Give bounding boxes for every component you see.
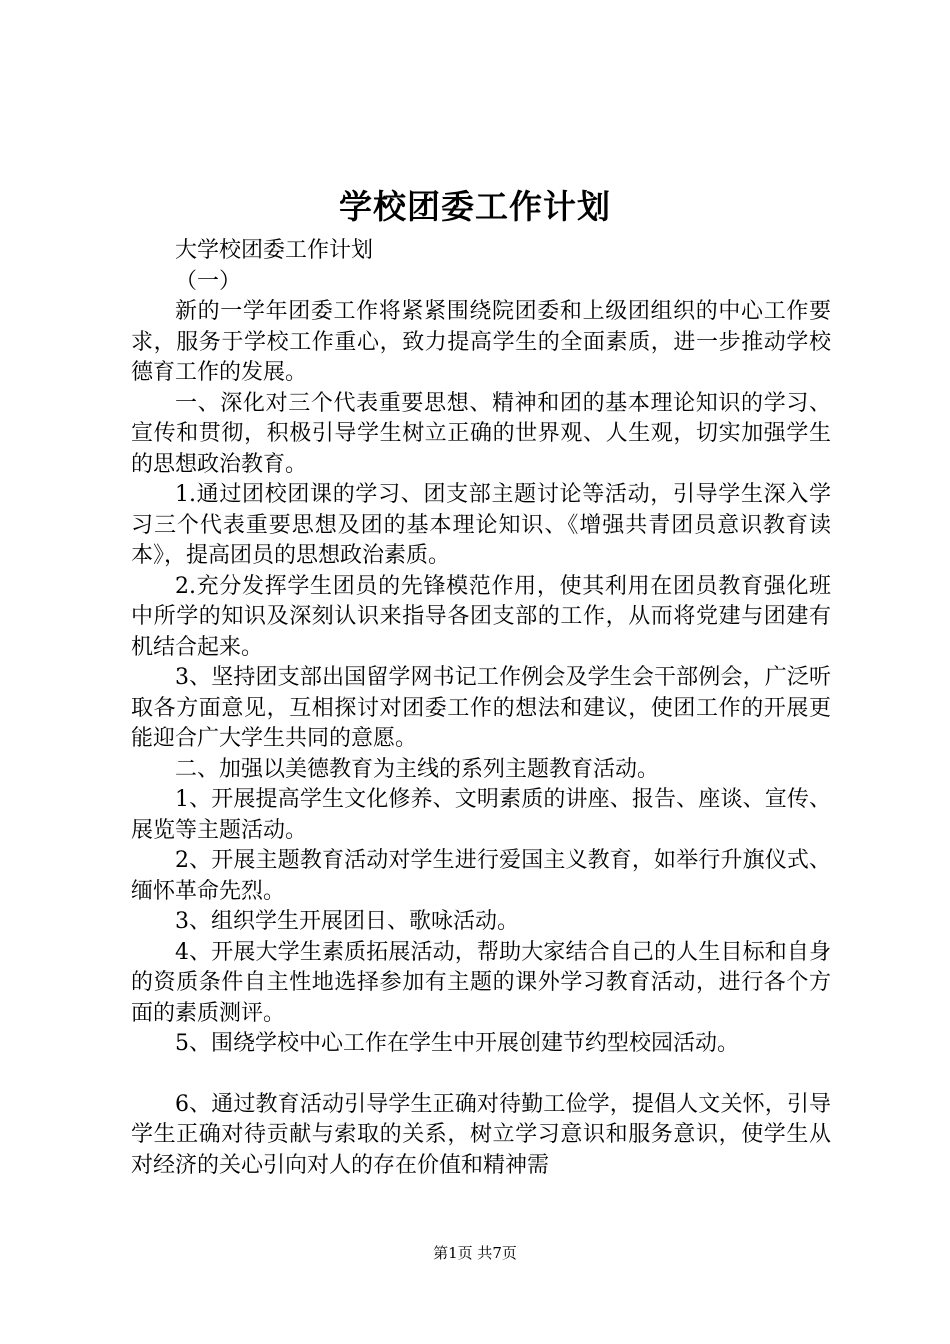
- paragraph: 新的一学年团委工作将紧紧围绕院团委和上级团组织的中心工作要求，服务于学校工作重心，致力提高学生的全面素质，进一步推动学校德育工作的发展。: [131, 299, 831, 385]
- paragraph: 3、坚持团支部出国留学网书记工作例会及学生会干部例会，广泛听取各方面意见，互相探讨对团委工作的想法和建议，使团工作的开展更能迎合广大学生共同的意愿。: [131, 665, 831, 751]
- paragraph: 6、通过教育活动引导学生正确对待勤工俭学，提倡人文关怀，引导学生正确对待贡献与索取的关系，树立学习意识和服务意识，使学生从对经济的关心引向对人的存在价值和精神需: [131, 1091, 831, 1178]
- document-body: [131, 236, 831, 1181]
- paragraph-heading: 二、加强以美德教育为主线的系列主题教育活动。: [175, 756, 660, 782]
- paragraph: 2、开展主题教育活动对学生进行爱国主义教育，如举行升旗仪式、缅怀革命先烈。: [131, 848, 831, 904]
- paragraph: 3、组织学生开展团日、歌咏活动。: [175, 909, 519, 934]
- paragraph: 1.通过团校团课的学习、团支部主题讨论等活动，引导学生深入学习三个代表重要思想及团的基本理论知识、《增强共青团员意识教育读本》，提高团员的思想政治素质。: [131, 482, 831, 568]
- paragraph: 一、深化对三个代表重要思想、精神和团的基本理论知识的学习、宣传和贯彻，积极引导学生树立正确的世界观、人生观，切实加强学生的思想政治教育。: [131, 390, 831, 477]
- paragraph-subtitle: 大学校团委工作计划: [175, 238, 374, 263]
- paragraph: 4、开展大学生素质拓展活动，帮助大家结合自己的人生目标和自身的资质条件自主性地选择参加有主题的课外学习教育活动，进行各个方面的素质测评。: [131, 939, 831, 1026]
- paragraph-section-number: （一）: [175, 268, 242, 294]
- paragraph: 5、围绕学校中心工作在学生中开展创建节约型校园活动。: [175, 1031, 739, 1056]
- paragraph: 1、开展提高学生文化修养、文明素质的讲座、报告、座谈、宣传、展览等主题活动。: [131, 787, 831, 843]
- paragraph: 2.充分发挥学生团员的先锋模范作用，使其利用在团员教育强化班中所学的知识及深刻认识来指导各团支部的工作，从而将党建与团建有机结合起来。: [131, 573, 831, 660]
- document-title: 学校团委工作计划: [339, 187, 611, 226]
- page-number: 第1页 共7页: [433, 1244, 517, 1262]
